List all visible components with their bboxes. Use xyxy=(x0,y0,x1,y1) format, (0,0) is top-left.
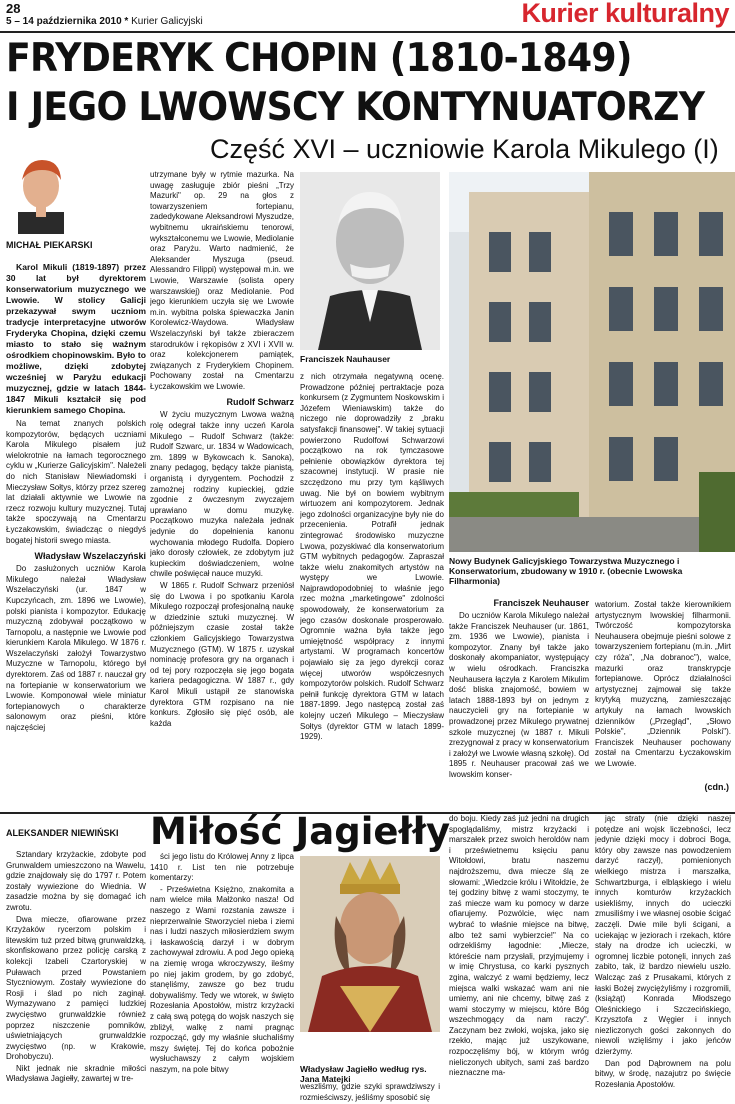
article1-column3 xyxy=(300,372,444,812)
article1-col3-paragraph1: z nich otrzymała negatywną ocenę. Prowadzone później pertraktacje poza konkursem (z Zygmuntem Noskowskim i Józefem Wieniawskim) także do niczego nie doprowadziły z „braku satysfakcji finansowej". W takiej sytuacji powierzono Rudolfowi Schwarzowi początkowo na rok tymczasowe pełnienie obowiązków dyrektora tej szacownej instytucji. W prasie nie szczędzono mu przy tym kąśliwych uwag. Nie był on bowiem wybitnym wirtuozem ani kompozytorem. Jednak jego zdolności organizacyjne były nie do przecenienia. Potrafił jednak zintegrować środowisko muzyczne Lwowa, pozyskiwać dla konserwatorium GTM wybitnych pedagogów. Zapraszał także wielu znakomitych artystów na występy we Lwowie. Najprawdopodobniej to właśnie jego rzec można „marketingowe" zdolności spowodowały, że konserwatorium za jego czasów doskonale prosperowało. Ogromnie ważna była także jego umiejętność współpracy z innymi artystami. W programach koncertów pojawiało się za jego dyrekcji coraz więcej utworów współczesnych kompozytorów polskich. Rudolf Schwarz pełnił funkcję dyrektora GTM w latach 1887-1899. Jego następcą został zaś kolejny uczeń Mikulego – Mieczysław Sołtys (dyrektor GTM w latach 1899-1929). xyxy=(300,372,444,742)
article1-column1 xyxy=(6,262,146,817)
article2-author: ALEKSANDER NIEWIŃSKI xyxy=(6,828,119,838)
article2-column4: do boju. Kiedy zaś już jedni na drugich spoglądaliśmy, mistrz krzyżacki i marszałek przez swoich heroldów nam i prześwietnemu księciu panu Witołdowi, bratu naszemu najdroższemu, dwa miecze ślą ze słowami: „Wiedzcie królu i Witołdzie, że tej godziny bitwę z wami stoczymy, te zaś miecze wam ku pomocy w darze ofiarujemy. Pozwólcie, więc nam wybrać to właśnie miejsce na bitwę, albo też sami wybierzcie!" Na co odrzekliśmy łagodnie: „Miecze, któreście nam przysłali, przyjmujemy i w imię Chrystusa, co karki pysznych zgina, walczyć z wami będziemy, lecz miejsca walki wskazać wam ani nie umiemy, ani nie chcemy, bitwę zaś z wami stoczymy w miejscu, które Bóg wszechmogący da nam raczy". Zaczynam bez zwłoki, wojska, jako się rzekło, mając już uszykowane, rozpoczęliśmy bój, w którym wróg nieliczonych ubitych, sami zaś bardzo nieznaczne ma- xyxy=(449,814,589,1078)
portrait-author-photo xyxy=(8,152,74,234)
building-photo xyxy=(449,172,735,552)
jagiello-icon xyxy=(300,856,440,1032)
heading-schwarz: Rudolf Schwarz xyxy=(226,397,294,408)
nauhauser-portrait-icon xyxy=(300,172,440,350)
article1-col4-paragraph1: Do uczniów Karola Mikulego należał także Franciszek Neuhauser (ur. 1861, zm. 1936 we Lwowie), pianista i kompozytor. Znany był także jako doskonały akompaniator, występujący w wielu ośrodkach. Franciszka Neuhausera łączyła z Karolem Mikulim dość bliska znajomość, bowiem w latach 1888-1893 był on jednym z nauczycieli gry na fortepianie w prowadzonej przez Mikulego prywatnej szkole muzycznej (w 1887 r. Mikuli zrezygnował z pracy w konserwatorium i założył we Lwowie własną szkołę). Od 1895 r. Neuhauser pracował zaś we lwowskim konser- xyxy=(449,611,589,779)
photo1-caption: Franciszek Nauhauser xyxy=(300,354,391,364)
article1-lead: Karol Mikuli (1819-1897) przez 30 lat był dyrektorem konserwatorium muzycznego we Lwowie. W stolicy Galicji przekazywał swym uczniom tradycje interpretacyjne utworów Fryderyka Chopina, dzięki czemu miasto to stało się ważnym ośrodkiem chopinowskim. Było to możliwe, dzięki zdobytej wcześniej w Paryżu edukacji muzycznej, gdzie w latach 1844-1847 Mikuli kształcił się pod kierunkiem samego Chopina. xyxy=(6,262,146,415)
paper-name: Kurier Galicyjski xyxy=(131,16,203,27)
page-number: 28 xyxy=(6,1,21,16)
article2-paragraph: ści jego listu do Królowej Anny z lipca 1410 r. List ten nie potrzebuje komentarzy: xyxy=(150,852,294,883)
article2-column3-bottom: weszliśmy, gdzie szyki sprawdziwszy i rozmieściwszy, jeśliśmy sposobić się xyxy=(300,1082,440,1102)
article2-paragraph: Sztandary krzyżackie, zdobyte pod Grunwaldem umieszczono na Wawelu, gdzie znajdowały się do 1797 r. Potem zostały wywiezione do Wiednia. W zasadzie można by się domagać ich zwrotu. xyxy=(6,850,146,912)
heading-neuhauser: Franciszek Neuhauser xyxy=(493,598,589,608)
article2-paragraph: Dan pod Dąbrownem na polu bitwy, w środę, nazajutrz po święcie Rozesłania Apostołów. xyxy=(595,1058,731,1089)
photo2-caption: Nowy Budynek Galicyjskiego Towarzystwa Muzycznego i Konserwatorium, zbudowany w 1910 r. (obecnie Lwowska Filharmonia) xyxy=(449,556,683,586)
article1-col2-paragraph1: utrzymane były w rytmie mazurka. Na uwagę zasługuje zbiór pieśni „Trzy Mazurki" op. 29 na głos z towarzyszeniem fortepianu, zadedykowane Aleksandrowi Myszudze, wybitnemu ukraińskiemu tenorowi, wykształconemu we Lwowie, Mediolanie oraz Paryżu. Warto nadmienić, że Aleksander Myszuga (pseud. Alessandro Filippi) występował m.in. we Lwowie, Warszawie (solista opery warszawskiej) oraz Mediolanie. Pod jego kierunkiem uczyła się we Lwowie m.in. wybitna polska śpiewaczka Janin Korolewicz-Waydowa. Władysław Wszelaczyński był także zbieraczem starodruków i rękopisów z XVI i XVII w. oraz kolekcjonerem pamiątek, związanych z Fryderykiem Chopinem. Pochowany został na Cmentarzu Łyczakowskim we Lwowie. xyxy=(150,170,294,391)
building-icon xyxy=(449,172,735,552)
article1-col1-paragraph1: Na temat znanych polskich kompozytorów, będących uczniami Karola Mikulego pisałem już wielokrotnie na łamach tegorocznego cyklu w „Kurierze Galicyjskim". Należeli do nich Stanisław Niewiadomski i Mieczysław Sołtys, którzy przez szereg lat działali aktywnie we Lwowie na rzecz rozwoju kultury muzycznej. Tutaj także spoczywają na Cmentarzu Łyczakowskim, świadcząc o niegdyś bogatej historii swego miasta. xyxy=(6,419,146,545)
article2-paragraph: Dwa miecze, ofiarowane przez Krzyżaków rycerzom polskim i litewskim tuż przed bitwą grunwaldzką, skonfiskowano przez policję carską z kolekcji Izabeli Czartoryskiej w Puławach przed Powstaniem Styczniowym. Zostały wywiezione do Rosji i ślad po nich zaginął. Wymazywano z pamięci ludzkiej zwycięstwo grunwaldzkie również poprzez niszczenie pomników, uświetniających grunwaldzkie zwycięstwo (np. w Krakowie, Drohobyczu). xyxy=(6,914,146,1062)
article1-column5 xyxy=(595,600,731,800)
article1-title-line2: I JEGO LWOWSCY KONTYNUATORZY xyxy=(6,85,705,130)
heading-wszelaczynski: Władysław Wszelaczyński xyxy=(34,551,146,562)
article1-title-line1: FRYDERYK CHOPIN (1810-1849) xyxy=(6,36,632,81)
portrait-nauhauser-photo xyxy=(300,172,440,350)
article1-subtitle: Część XVI – uczniowie Karola Mikulego (I) xyxy=(210,134,719,164)
author-portrait-icon xyxy=(8,152,74,234)
header-rule xyxy=(0,31,735,33)
article1-signoff: (cdn.) xyxy=(704,782,729,792)
article2-column2 xyxy=(150,852,294,1104)
article2-paragraph: Nikt jednak nie skradnie miłości Władysława Jagiełły, zawartej w tre- xyxy=(6,1063,146,1084)
article1-column2 xyxy=(150,170,294,812)
section-title: Kurier kulturalny xyxy=(521,0,729,28)
jagiello-portrait xyxy=(300,856,440,1032)
separator-star: * xyxy=(124,16,129,27)
issue-date: 5 – 14 października 2010 xyxy=(6,16,122,27)
article2-paragraph: jąc straty (nie dzięki naszej potędze ani wojsk liczebności, lecz jedynie dzięki mocy i dobroci Boga, który oby zawsze nas powodzeniem darzyć raczył), pomienionych wielkiego mistrza i marszałka, Schwartzburga, i elbląskiego i wielu innych komturów krzyżackich usiekliśmy, innych do ucieczki zmusiliśmy i we własnej osobie ścigać zaczęli. Dwie mile byli ścigani, a uciekając w jeziorach i rzekach, które stały na drodze ich ucieczki, w ogromnej liczbie potonęli, innych zaś zabito, tak, iż bardzo niewielu uszło. Walcząc zaś z Prusakami, których z łaski Bożej zwyciężyliśmy i rozgromili, (książąt) Konrada Młodszego Oleśnickiego i Szczecińskiego, Krzysztofa z Węgier i innych niezliczonych gości zakonnych do niewoli wzięliśmy i jako jeńców dzierżymy. xyxy=(595,814,731,1057)
date-line xyxy=(6,16,203,27)
article1-author: MICHAŁ PIEKARSKI xyxy=(6,240,93,250)
article1-col2-paragraph2: W życiu muzycznym Lwowa ważną rolę odegrał także inny uczeń Karola Mikulego – Rudolf Schwarz (także: Rudolf Szwarc, ur. 1834 w Wadowicach, zm. 1899 w Bykowcach k. Sanoka), znany pedagog, będący także pianistą, organistą i dyrygentem. Pochodził z zamożnej rodziny kupieckiej, gdzie zgodnie z ówczesnym zwyczajem uprawiano w domu muzykę. Początkowo muzyka należała jednak jedynie do dopełnienia kanonu wychowania młodego Rudolfa. Dopiero jako dorosły człowiek, ze zdobytym już kupieckim doświadczeniem, wolne chwile poświęcał nauce muzyki. xyxy=(150,410,294,579)
article2-paragraph: - Prześwietna Księżno, znakomita a nam wielce miła Małżonko nasza! Od naszego z Wami rozstania zawsze i nieprzerwalnie Stworzyciel nieba i ziemi nas i ludzi naszych miłosierdziem swym i łaskawością darzył i w dobrym zachowywał zdrowiu. A pod Jego opieką na ziemię wroga wkroczywszy, ileśmy po niej jakim grodem, by go zdobyć, stanęliśmy, zawsze go bez trudu dobywaliśmy. Tedy we wtorek, w święto Rozesłania Apostołów, mistrz krzyżacki z całą swą potęgą do wojsk naszych się zbliżył, walkę z nami pragnąc rozpocząć, gdy my właśnie słuchaliśmy mszy świętej. Tej do końca pobożnie wysłuchawszy z całym wojskiem naszym, na pole bitwy xyxy=(150,884,294,1074)
article2-column5 xyxy=(595,814,731,1104)
article2-title: Miłość Jagiełły xyxy=(150,810,451,853)
article2-column1 xyxy=(6,850,146,1104)
article1-col5-paragraph1: watorium. Został także kierownikiem artystycznym lwowskiej filharmonii. Twórczość kompozytorska Neuhausera obejmuje pieśni solowe z towarzyszeniem fortepianu (m.in. „Mirt czy róża", „Na dobranoc"), walce, mazurki oraz transkrypcje fortepianowe. Oprócz działalności artystycznej zajmował się także krytyką muzyczną, zamieszczając artykuły na łamach lwowskich dzienników („Przegląd", „Słowo Polskie", „Dziennik Polski"). Franciszek Neuhauser pochowany został na Cmentarzu Łyczakowskim we Lwowie. xyxy=(595,600,731,768)
article1-column4 xyxy=(449,598,589,813)
article1-col2-paragraph3: W 1865 r. Rudolf Schwarz przeniósł się do Lwowa i po spotkaniu Karola Mikulego rozpoczął profesjonalną naukę w dziedzinie sztuki muzycznej. W późniejszym czasie został także członkiem Galicyjskiego Towarzystwa Muzycznego (GTM). W 1875 r. uzyskał nominację profesora gry na organach i od tej pory rozpoczęła się jego bogata kariera pedagogiczna. W 1887 r., gdy Karol Mikuli ustąpił ze stanowiska dyrektora GTM rozpisano na nie konkurs. Zgłosiło się pięć osób, ale każda xyxy=(150,580,294,728)
jagiello-caption: Władysław Jagiełło według rys. Jana Matejki xyxy=(300,1064,427,1084)
article1-col1-paragraph2: Do zasłużonych uczniów Karola Mikulego należał Władysław Wszelaczyński (ur. 1847 w Kupczyńcach, zm. 1896 we Lwowie), polski pianista i kompozytor. Edukację muzyczną zdobywał początkowo w Tarnopolu, a następnie we Lwowie pod kierunkiem Karola Mikulego. W 1876 r. Wszelaczyński założył Towarzystwo Muzyczne w Tarnopolu, którego był dyrektorem. Zaś od 1887 r. nauczał gry na fortepianie w konserwatorium we Lwowie. Komponował wiele miniatur fortepianowych o charakterze salonowym oraz pieśni, które najczęściej xyxy=(6,564,146,733)
